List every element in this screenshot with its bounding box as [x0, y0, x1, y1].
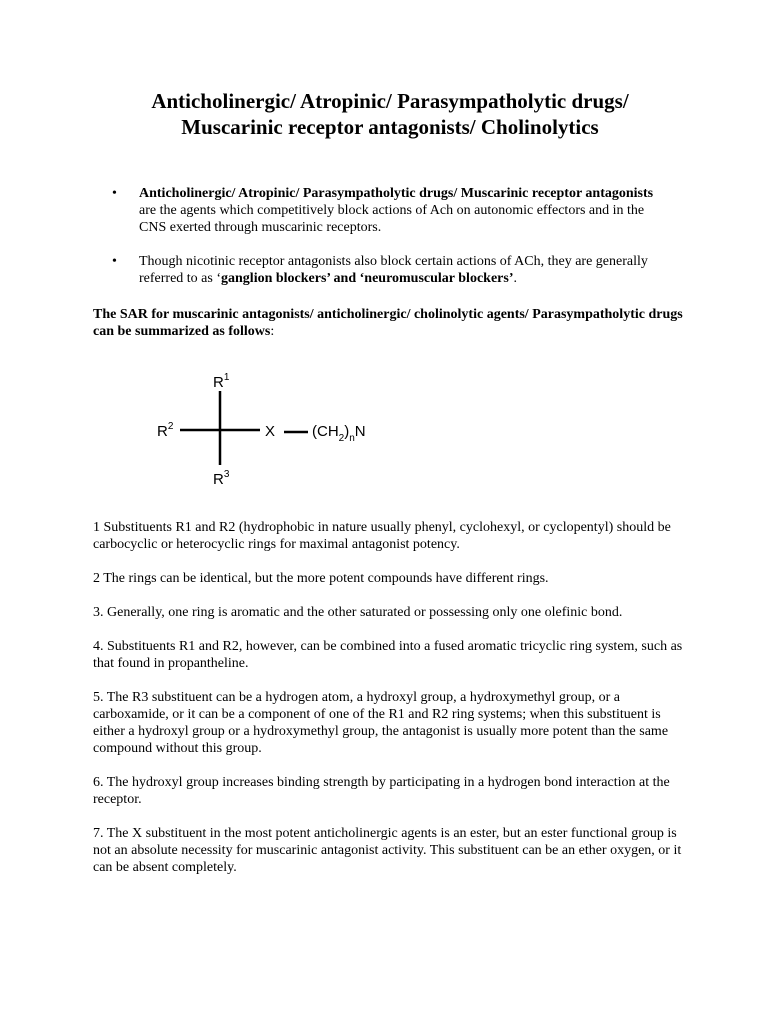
sar-point-3: 3. Generally, one ring is aromatic and the other saturated or possessing only one olefinic bond. [93, 605, 623, 620]
label-r3: $R^3$ [213, 469, 230, 488]
title-line-2: Muscarinic receptor antagonists/ Cholinolytics [181, 115, 599, 139]
label-r2: $R^2$ [157, 421, 174, 440]
sar-point-7: 7. The X substituent in the most potent anticholinergic agents is an ester, but an ester functional group is not an absolute necessity for muscarinic antagonist activity. This substituent can be an ether oxygen, or it can be absent completely. [93, 826, 682, 875]
page-title [100, 88, 680, 140]
sar-point-2: 2 The rings can be identical, but the more potent compounds have different rings. [93, 571, 549, 586]
bullet-2-text-before: Though nicotinic receptor antagonists also block certain actions of ACh, they are generally referred to as ‘ [139, 254, 648, 286]
sar-point-5: 5. The R3 substituent can be a hydrogen atom, a hydroxyl group, a hydroxymethyl group, or a carboxamide, or it can be a component of one of the R1 and R2 ring systems; when this substituent is either a hydroxyl group or a hydroxymethyl group, the antagonist is usually more potent than the same compound without this group. [93, 690, 669, 756]
bullet-1-text: are the agents which competitively block actions of Ach on autonomic effectors and in the CNS exerted through muscarinic receptors. [139, 203, 645, 235]
bullet-item-definition [112, 185, 672, 236]
sar-intro-paragraph [93, 306, 683, 340]
intro-bullet-list [112, 185, 672, 304]
label-x: X [265, 423, 276, 440]
title-line-1: Anticholinergic/ Atropinic/ Parasympatholytic drugs/ [151, 89, 629, 113]
label-r1: $R^1$ [213, 372, 230, 391]
general-structure-diagram [150, 365, 390, 495]
bullet-1-bold: Anticholinergic/ Atropinic/ Parasympatholytic drugs/ Muscarinic receptor antagonists [139, 186, 654, 201]
bullet-2-text-after: . [513, 271, 517, 286]
bullet-2-bold: ganglion blockers’ and ‘neuromuscular blockers’ [221, 271, 514, 286]
sar-point-6: 6. The hydroxyl group increases binding strength by participating in a hydrogen bond interaction at the receptor. [93, 775, 670, 807]
label-chain: $(CH_2)_nN$ [312, 423, 366, 444]
sar-points-list [93, 519, 683, 893]
bullet-item-nicotinic [112, 253, 672, 287]
sar-point-1: 1 Substituents R1 and R2 (hydrophobic in nature usually phenyl, cyclohexyl, or cyclopentyl) should be carbocyclic or heterocyclic rings for maximal antagonist potency. [93, 520, 671, 552]
sar-intro-bold: The SAR for muscarinic antagonists/ anticholinergic/ cholinolytic agents/ Parasympatholytic drugs can be summarized as follows [93, 307, 683, 339]
sar-intro-colon: : [270, 324, 275, 339]
sar-point-4: 4. Substituents R1 and R2, however, can be combined into a fused aromatic tricyclic ring system, such as that found in propantheline. [93, 639, 683, 671]
